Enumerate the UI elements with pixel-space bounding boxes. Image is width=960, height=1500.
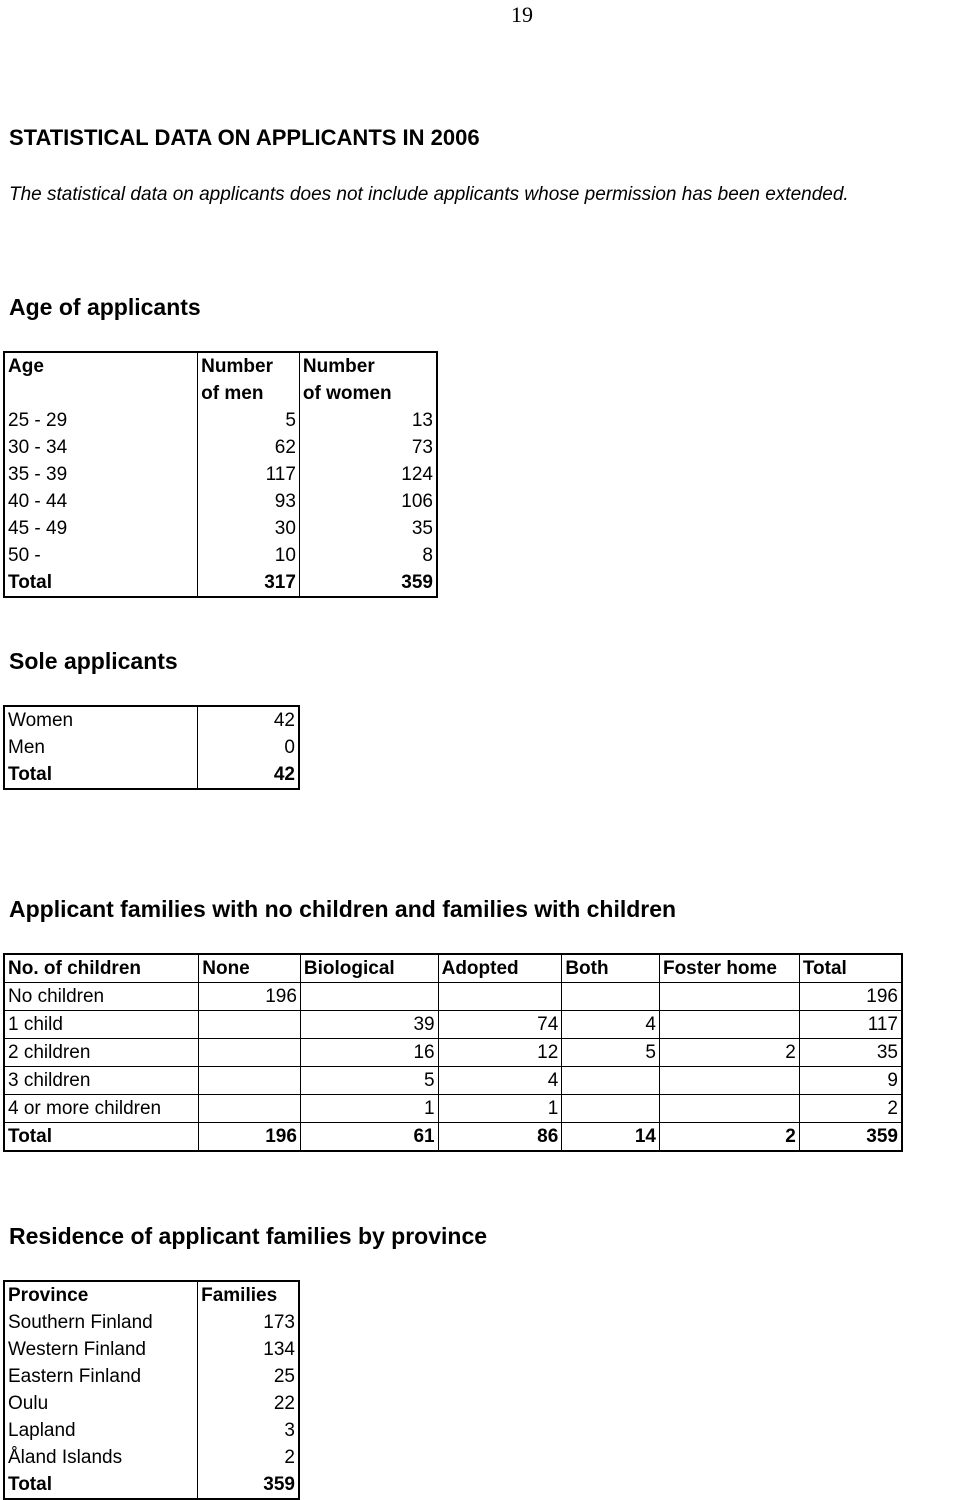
- province-name-cell: Eastern Finland: [8, 1366, 142, 1387]
- total-count-cell: 196: [199, 1123, 301, 1152]
- age-cell: 40 - 44: [8, 491, 68, 512]
- table-row: [4, 1309, 299, 1336]
- count-cell: [562, 1067, 660, 1095]
- age-table-header: [4, 352, 437, 407]
- men-count-cell: 93: [198, 488, 300, 515]
- table-row: [4, 1390, 299, 1417]
- table-row: [4, 461, 437, 488]
- families-count-cell: 3: [198, 1417, 299, 1444]
- column-header: Total: [799, 954, 902, 983]
- women-header-line2: of women: [302, 383, 392, 404]
- age-cell: 35 - 39: [8, 464, 68, 485]
- province-name-cell: Lapland: [8, 1420, 76, 1441]
- table-row: [4, 706, 299, 734]
- count-cell: [562, 983, 660, 1011]
- age-section-heading: Age of applicants: [9, 294, 201, 320]
- women-count-cell: 124: [299, 461, 437, 488]
- count-cell: 5: [562, 1039, 660, 1067]
- count-cell: [562, 1095, 660, 1123]
- column-header: No. of children: [4, 954, 199, 983]
- table-row: [4, 1067, 902, 1095]
- sole-total-cell: 42: [198, 761, 299, 789]
- province-name-cell: Oulu: [8, 1393, 49, 1414]
- age-cell: 45 - 49: [8, 518, 68, 539]
- total-count-cell: 86: [438, 1123, 562, 1152]
- column-header: Foster home: [659, 954, 799, 983]
- row-label-cell: No children: [4, 983, 199, 1011]
- total-row: [4, 761, 299, 789]
- count-cell: 9: [799, 1067, 902, 1095]
- province-name-cell: Western Finland: [8, 1339, 146, 1360]
- count-cell: [659, 1095, 799, 1123]
- count-cell: 2: [659, 1039, 799, 1067]
- women-count-cell: 8: [299, 542, 437, 569]
- women-total-cell: 359: [299, 569, 437, 597]
- women-header: [299, 352, 437, 407]
- women-count-cell: 73: [299, 434, 437, 461]
- table-row: [4, 983, 902, 1011]
- column-header: Adopted: [438, 954, 562, 983]
- column-header: None: [199, 954, 301, 983]
- families-total-cell: 359: [198, 1471, 299, 1499]
- sole-label-cell: Men: [8, 737, 45, 758]
- count-cell: 1: [438, 1095, 562, 1123]
- count-cell: [300, 983, 438, 1011]
- total-row: [4, 569, 437, 597]
- row-label-cell: 2 children: [4, 1039, 199, 1067]
- sole-table: [3, 705, 300, 790]
- total-row: [4, 1471, 299, 1499]
- sole-value-cell: 42: [198, 706, 299, 734]
- count-cell: 117: [799, 1011, 902, 1039]
- table-row: [4, 488, 437, 515]
- count-cell: 16: [300, 1039, 438, 1067]
- table-row: [4, 1336, 299, 1363]
- total-label: Total: [8, 764, 52, 785]
- count-cell: 39: [300, 1011, 438, 1039]
- document-title: STATISTICAL DATA ON APPLICANTS IN 2006: [9, 125, 480, 150]
- count-cell: [659, 983, 799, 1011]
- table-row: [4, 542, 437, 569]
- province-section-heading: Residence of applicant families by province: [9, 1223, 488, 1249]
- men-count-cell: 30: [198, 515, 300, 542]
- province-table: [3, 1280, 300, 1500]
- province-name-cell: Åland Islands: [8, 1447, 123, 1468]
- total-label: Total: [4, 1123, 199, 1152]
- total-count-cell: 61: [300, 1123, 438, 1152]
- men-count-cell: 117: [198, 461, 300, 488]
- count-cell: 196: [199, 983, 301, 1011]
- table-row: [4, 1417, 299, 1444]
- men-count-cell: 10: [198, 542, 300, 569]
- families-header: Families: [198, 1281, 299, 1309]
- count-cell: 74: [438, 1011, 562, 1039]
- province-header: Province: [8, 1285, 89, 1306]
- total-count-cell: 2: [659, 1123, 799, 1152]
- count-cell: 5: [300, 1067, 438, 1095]
- column-header: Both: [562, 954, 660, 983]
- count-cell: [659, 1067, 799, 1095]
- families-section-heading: Applicant families with no children and families with children: [9, 896, 677, 922]
- province-table-header: [4, 1281, 299, 1309]
- women-header-line1: Number: [302, 356, 375, 377]
- province-name-cell: Southern Finland: [8, 1312, 153, 1333]
- men-header-line2: of men: [201, 383, 264, 404]
- families-count-cell: 25: [198, 1363, 299, 1390]
- count-cell: [199, 1095, 301, 1123]
- intro-note: The statistical data on applicants does not include applicants whose permission has been extended.: [9, 184, 849, 205]
- women-count-cell: 13: [299, 407, 437, 434]
- age-cell: 30 - 34: [8, 437, 68, 458]
- sole-section-heading: Sole applicants: [9, 648, 178, 674]
- table-row: [4, 1363, 299, 1390]
- sole-label-cell: Women: [8, 710, 74, 731]
- count-cell: 35: [799, 1039, 902, 1067]
- families-count-cell: 2: [198, 1444, 299, 1471]
- families-count-cell: 22: [198, 1390, 299, 1417]
- count-cell: [659, 1011, 799, 1039]
- age-header: Age: [8, 356, 44, 377]
- age-cell: 50 -: [8, 545, 41, 566]
- count-cell: 2: [799, 1095, 902, 1123]
- count-cell: [199, 1067, 301, 1095]
- count-cell: [199, 1039, 301, 1067]
- total-row: [4, 1123, 902, 1152]
- table-row: [4, 1039, 902, 1067]
- table-row: [4, 1444, 299, 1471]
- total-count-cell: 359: [799, 1123, 902, 1152]
- row-label-cell: 3 children: [4, 1067, 199, 1095]
- men-total-cell: 317: [198, 569, 300, 597]
- men-header: [198, 352, 300, 407]
- total-label: Total: [8, 1474, 52, 1495]
- count-cell: 4: [438, 1067, 562, 1095]
- row-label-cell: 4 or more children: [4, 1095, 199, 1123]
- table-row: [4, 407, 437, 434]
- table-row: [4, 1095, 902, 1123]
- count-cell: 4: [562, 1011, 660, 1039]
- total-label: Total: [8, 572, 52, 593]
- row-label-cell: 1 child: [4, 1011, 199, 1039]
- column-header: Biological: [300, 954, 438, 983]
- table-row: [4, 734, 299, 761]
- table-row: [4, 434, 437, 461]
- families-count-cell: 173: [198, 1309, 299, 1336]
- table-row: [4, 1011, 902, 1039]
- age-table: [3, 351, 438, 598]
- count-cell: 1: [300, 1095, 438, 1123]
- table-row: [4, 515, 437, 542]
- count-cell: 12: [438, 1039, 562, 1067]
- page-number: 19: [511, 2, 533, 27]
- men-count-cell: 5: [198, 407, 300, 434]
- families-table-header: [4, 954, 902, 983]
- total-count-cell: 14: [562, 1123, 660, 1152]
- count-cell: 196: [799, 983, 902, 1011]
- families-count-cell: 134: [198, 1336, 299, 1363]
- men-count-cell: 62: [198, 434, 300, 461]
- families-table: [3, 953, 903, 1152]
- women-count-cell: 106: [299, 488, 437, 515]
- age-cell: 25 - 29: [8, 410, 68, 431]
- count-cell: [438, 983, 562, 1011]
- women-count-cell: 35: [299, 515, 437, 542]
- sole-value-cell: 0: [198, 734, 299, 761]
- count-cell: [199, 1011, 301, 1039]
- men-header-line1: Number: [201, 356, 273, 377]
